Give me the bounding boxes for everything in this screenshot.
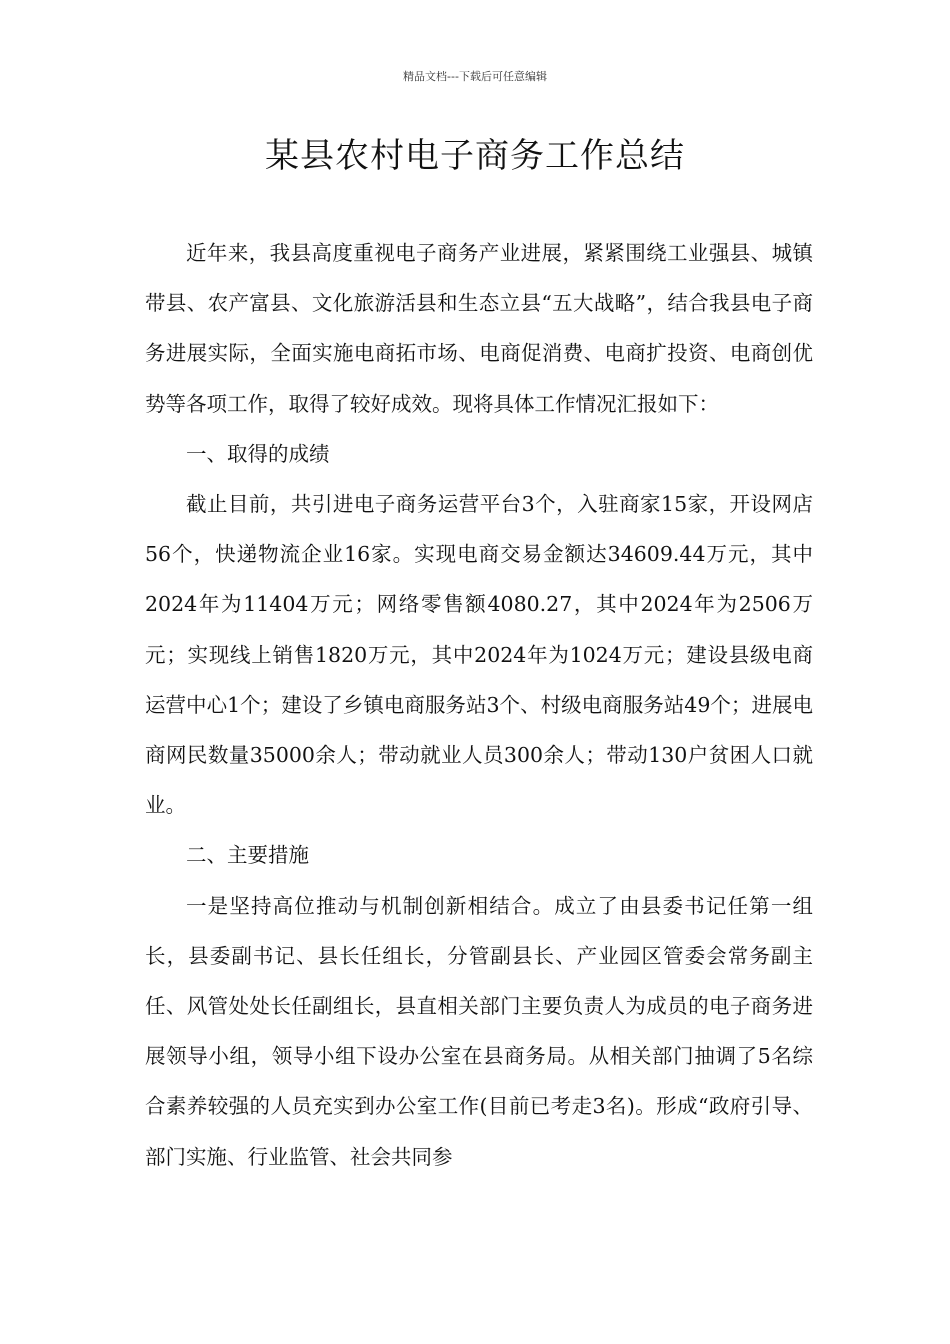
section-heading-measures: 二、主要措施: [186, 843, 309, 868]
paragraph-measure-one: 一是坚持高位推动与机制创新相结合。成立了由县委书记任第一组长，县委副书记、县长任组长，分管副县长、产业园区管委会常务副主任、风管处处长任副组长，县直相关部门主要负责人为成员的电子商务进展领导小组，领导小组下设办公室在县商务局。从相关部门抽调了5名综合素养较强的人员充实到办公室工作(目前已考走3名)。形成“政府引导、部门实施、行业监管、社会共同参: [145, 893, 813, 1169]
paragraph-intro: 近年来，我县高度重视电子商务产业进展，紧紧围绕工业强县、城镇带县、农产富县、文化旅游活县和生态立县“五大战略”，结合我县电子商务进展实际，全面实施电商拓市场、电商促消费、电商扩投资、电商创优势等各项工作，取得了较好成效。现将具体工作情况汇报如下：: [145, 241, 813, 416]
paragraph-achievements: 截止目前，共引进电子商务运营平台3个，入驻商家15家，开设网店56个，快递物流企业16家。实现电商交易金额达34609.44万元，其中2024年为11404万元；网络零售额4080.27，其中2024年为2506万元；实现线上销售1820万元，其中2024年为1024万元；建设县级电商运营中心1个；建设了乡镇电商服务站3个、村级电商服务站49个；进展电商网民数量35000余人；带动就业人员300余人；带动130户贫困人口就业。: [145, 492, 813, 818]
document-title: 某县农村电子商务工作总结: [265, 136, 685, 176]
header-note: 精品文档---下载后可任意编辑: [403, 70, 547, 83]
document-body: [145, 228, 813, 1182]
section-heading-achievements: 一、取得的成绩: [186, 441, 330, 466]
